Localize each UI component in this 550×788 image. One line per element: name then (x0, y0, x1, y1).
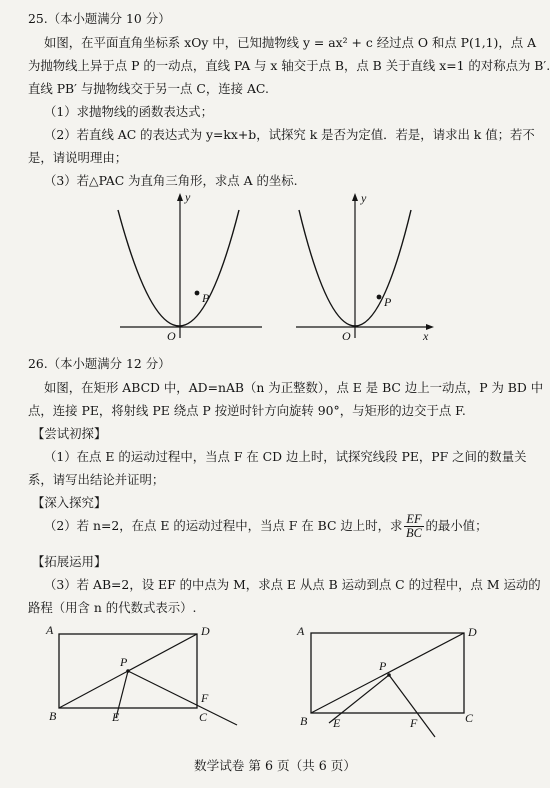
q26-subq1-line2: 系，请写出结论并证明； (28, 472, 165, 487)
q25-header: 25.（本小题满分 10 分） (28, 11, 171, 26)
label-f: F (201, 691, 209, 705)
q25-stem-line3: 直线 PB′ 与抛物线交于另一点 C，连接 AC. (28, 81, 269, 96)
section-try: 【尝试初探】 (32, 426, 107, 441)
label-c: C (199, 710, 208, 724)
q26-stem-line1: 如图，在矩形 ABCD 中，AD=nAB（n 为正整数），点 E 是 BC 边上一动点，P 为 BD 中 (44, 380, 544, 395)
label-d: D (201, 624, 210, 638)
point-p (387, 673, 391, 677)
q26-subq3-line1: （3）若 AB=2，设 EF 的中点为 M，求点 E 从点 B 运动到点 C 的过程中，点 M 运动的 (44, 577, 541, 592)
label-y: y (361, 191, 367, 205)
label-e: E (112, 710, 120, 724)
label-p: P (202, 291, 210, 305)
q25-subq1: （1）求抛物线的函数表达式； (44, 104, 213, 119)
label-a: A (46, 623, 54, 637)
label-o: O (342, 329, 351, 343)
q26-subq2-tail: 的最小值； (425, 518, 488, 533)
q25-subq2-line1: （2）若直线 AC 的表达式为 y=kx+b，试探究 k 是否为定值．若是，请求出 k 值；若不 (44, 127, 535, 142)
label-y: y (185, 190, 191, 204)
q25-subq2-line2: 是，请说明理由； (28, 150, 128, 165)
label-b: B (49, 709, 57, 723)
label-p: P (384, 295, 392, 309)
q25-subq3: （3）若△PAC 为直角三角形，求点 A 的坐标. (44, 173, 298, 188)
q26-subq2-text: （2）若 n=2，在点 E 的运动过程中，当点 F 在 BC 边上时，求 (44, 518, 403, 533)
label-p: P (379, 659, 387, 673)
label-p: P (120, 655, 128, 669)
label-c: C (465, 711, 474, 725)
diagonal-bd (311, 633, 464, 713)
q26-header: 26.（本小题满分 12 分） (28, 356, 171, 371)
page-footer: 数学试卷 第 6 页（共 6 页） (194, 758, 356, 773)
label-e: E (333, 716, 341, 730)
label-f: F (410, 716, 418, 730)
label-x: x (423, 329, 429, 343)
q26-subq1-line1: （1）在点 E 的运动过程中，当点 F 在 CD 边上时，试探究线段 PE，PF 之间的数量关 (44, 449, 527, 464)
label-d: D (468, 625, 477, 639)
label-o: O (167, 329, 176, 343)
fraction-denominator: BC (406, 526, 422, 540)
q25-stem-line2: 为抛物线上异于点 P 的一动点，直线 PA 与 x 轴交于点 B，点 B 关于直线 x=1 的对称点为 B′. (28, 58, 550, 73)
q26-subq3-line2: 路程（用含 n 的代数式表示）. (28, 600, 197, 615)
label-a: A (297, 624, 305, 638)
section-explore: 【深入探究】 (32, 495, 107, 510)
q26-stem-line2: 点，连接 PE，将射线 PE 绕点 P 按逆时针方向旋转 90°，与矩形的边交于点 F. (28, 403, 466, 418)
section-apply: 【拓展运用】 (32, 554, 107, 569)
q25-stem-line1: 如图，在平面直角坐标系 xOy 中，已知抛物线 y = ax² + c 经过点 O 和点 P(1,1)，点 A (44, 35, 537, 50)
label-b: B (300, 714, 308, 728)
fraction-numerator: EF (406, 512, 422, 526)
